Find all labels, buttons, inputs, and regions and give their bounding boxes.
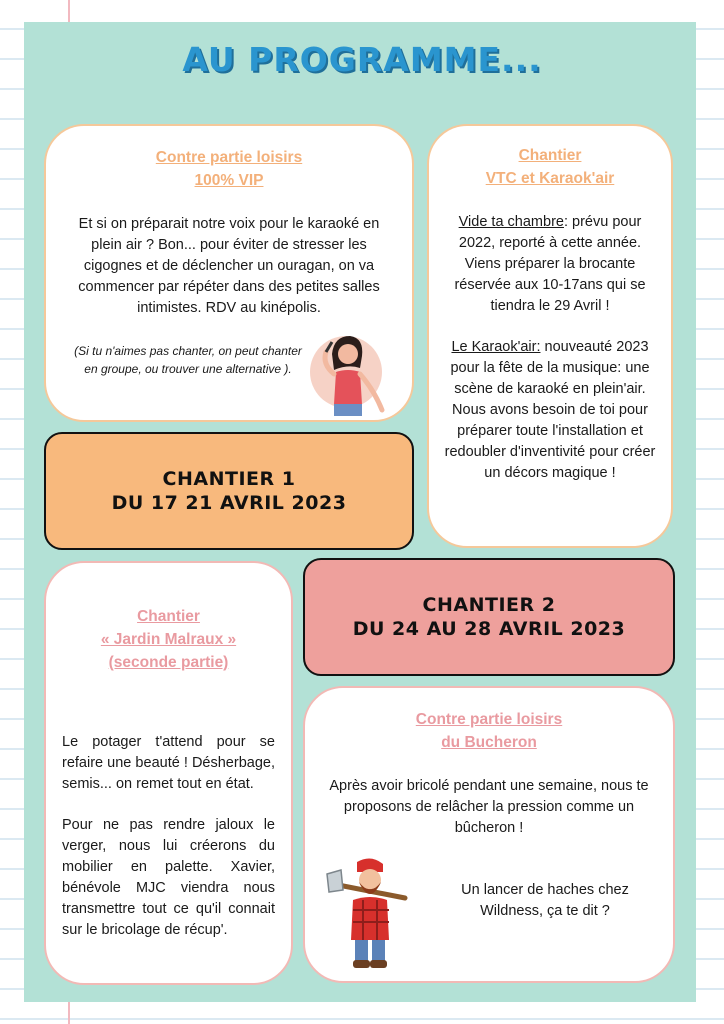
card-chantier-vtc-title-line2: VTC et Karaok'air xyxy=(485,170,615,187)
page-title: AU PROGRAMME... xyxy=(182,40,542,79)
card-chantier-jardin-body1: Le potager t'attend pour se refaire une beauté ! Désherbage, semis... on remet tout en état. xyxy=(62,734,275,792)
banner-chantier-2 xyxy=(303,558,675,676)
card-loisirs-bucheron-body1: Après avoir bricolé pendant une semaine, nous te proposons de relâcher la pression comme un bûcheron ! xyxy=(329,778,649,836)
card-loisirs-vip-body: Et si on préparait notre voix pour le karaoké en plein air ? Bon... pour éviter de stresser les cigognes et de déclencher un ouragan, on va commencer par répéter dans des petites salles intimistes. RDV au kinépolis. xyxy=(78,216,380,316)
card-loisirs-vip-title-line1: Contre partie loisirs xyxy=(155,149,303,166)
card-chantier-vtc-title-line1: Chantier xyxy=(518,147,582,164)
card-loisirs-bucheron-title-line1: Contre partie loisirs xyxy=(415,711,563,728)
card-chantier-vtc xyxy=(427,124,673,548)
card-loisirs-vip-title xyxy=(68,146,390,192)
banner-chantier-1-line1: CHANTIER 1 xyxy=(162,468,296,490)
card-loisirs-vip xyxy=(44,124,414,422)
card-loisirs-bucheron xyxy=(303,686,675,983)
card-karaokair-paragraph xyxy=(441,337,659,484)
banner-chantier-2-line1: CHANTIER 2 xyxy=(422,594,556,616)
card-chantier-jardin xyxy=(44,561,293,985)
card-chantier-jardin-title xyxy=(62,605,275,674)
card-loisirs-bucheron-body2: Un lancer de haches chez Wildness, ça te dit ? xyxy=(461,882,629,919)
card-loisirs-vip-note: (Si tu n'aimes pas chanter, on peut chanter en groupe, ou trouver une alternative ). xyxy=(74,344,302,376)
card-chantier-jardin-title-line2: « Jardin Malraux » xyxy=(100,631,237,648)
card-chantier-jardin-body2: Pour ne pas rendre jaloux le verger, nous lui créerons du mobilier en palette. Xavier, bénévole MJC viendra nous transmettre tout ce qu'il connait sur le bricolage de récup'. xyxy=(62,817,275,938)
karaokair-label: Le Karaok'air: xyxy=(451,339,541,355)
card-chantier-jardin-title-line1: Chantier xyxy=(137,608,200,625)
card-chantier-jardin-title-line3: (seconde partie) xyxy=(108,654,229,671)
banner-chantier-2-line2: DU 24 AU 28 AVRIL 2023 xyxy=(352,618,626,640)
card-loisirs-bucheron-title-line2: du Bucheron xyxy=(441,734,537,751)
card-chantier-vtc-title xyxy=(441,144,659,190)
singer-woman-icon xyxy=(304,324,392,418)
lumberjack-icon xyxy=(323,856,413,976)
banner-chantier-1 xyxy=(44,432,414,550)
vtc-label: Vide ta chambre xyxy=(458,214,564,230)
banner-chantier-1-line2: DU 17 21 AVRIL 2023 xyxy=(111,492,347,514)
card-loisirs-vip-title-line2: 100% VIP xyxy=(194,172,264,189)
karaokair-text: nouveauté 2023 pour la fête de la musique: une scène de karaoké en plein'air. Nous avons besoin de toi pour préparer toute l'installation et redoubler d'inventivité pour créer un décors magique ! xyxy=(444,339,656,481)
card-loisirs-bucheron-title xyxy=(323,708,655,754)
card-chantier-vtc-paragraph xyxy=(441,212,659,317)
vtc-text: : prévu pour 2022, reporté à cette année. Viens préparer la brocante réservée aux 10-17ans qui se tiendra le 29 Avril ! xyxy=(454,214,646,314)
